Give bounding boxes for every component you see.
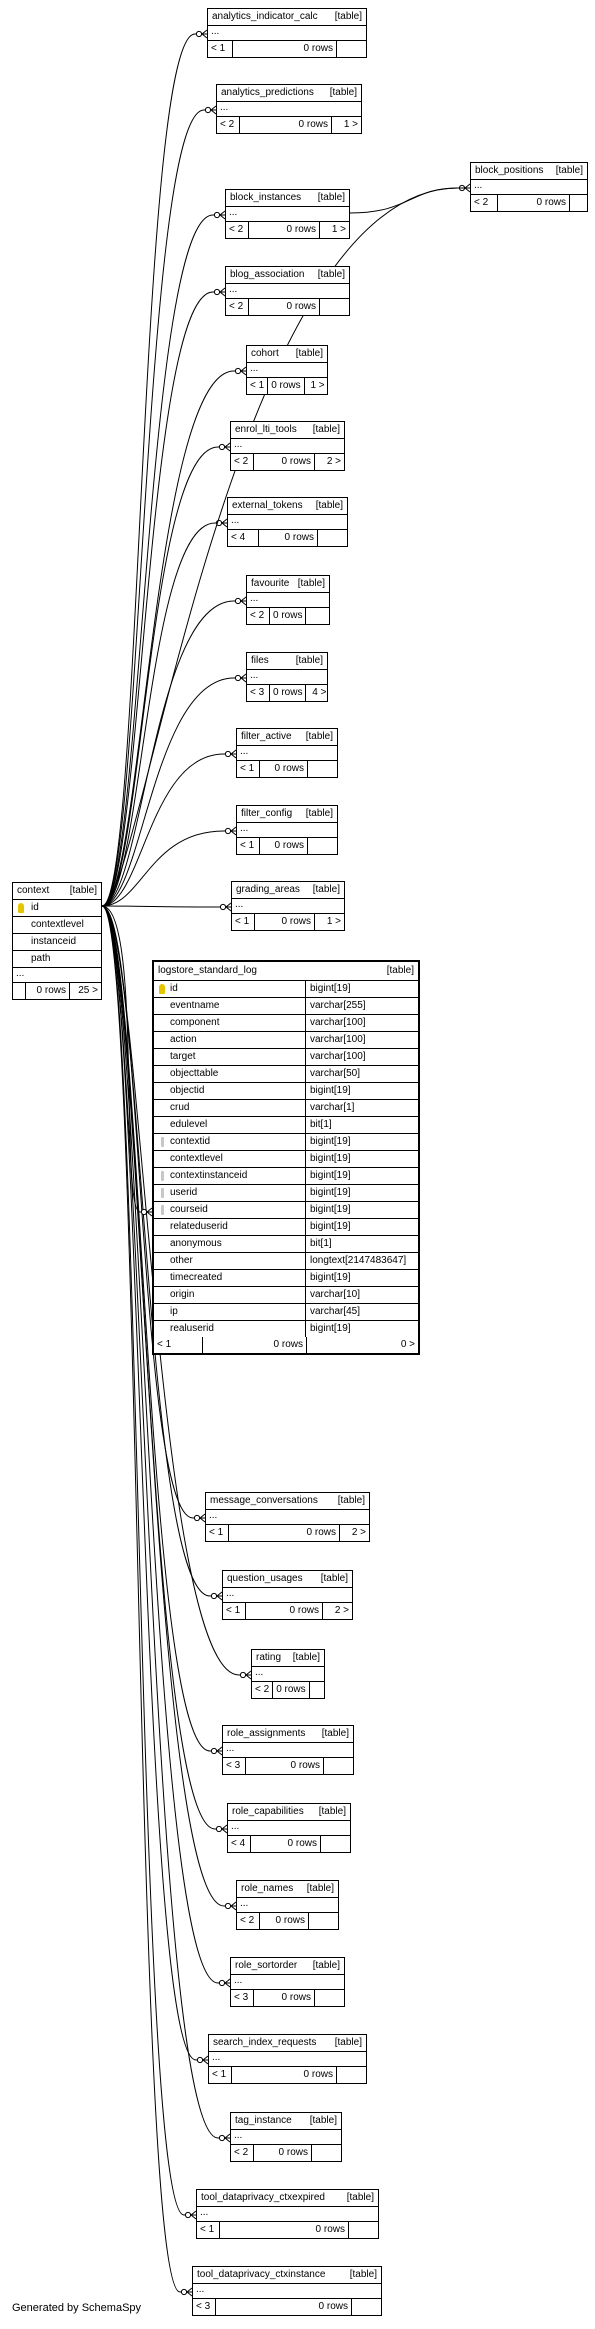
primary-key-icon <box>18 903 24 913</box>
child-count <box>308 1913 338 1929</box>
table-type: [table] <box>69 885 97 896</box>
table-name: role_capabilities <box>232 1806 304 1817</box>
row-count: 0 rows <box>259 761 307 777</box>
row-count: 0 rows <box>269 685 305 701</box>
more-columns-ellipsis: ... <box>226 284 349 299</box>
column-type: bigint[19] <box>310 1187 351 1198</box>
table-type: [table] <box>295 348 323 359</box>
table-type: [table] <box>321 1728 349 1739</box>
column-type: bigint[19] <box>310 1153 351 1164</box>
foreign-key-icon <box>161 1188 164 1198</box>
column-type: varchar[100] <box>310 1034 366 1045</box>
table-type: [table] <box>329 87 357 98</box>
parent-count: < 1 <box>250 380 265 391</box>
column-row <box>154 1236 418 1253</box>
more-columns-ellipsis: ... <box>252 1667 324 1682</box>
child-count <box>336 2067 366 2083</box>
optional-marker <box>216 1826 221 1831</box>
table-grading-areas[interactable] <box>231 881 345 931</box>
parent-count: < 3 <box>234 1992 249 2003</box>
column-row <box>154 998 418 1015</box>
table-type: [table] <box>315 500 343 511</box>
optional-marker <box>211 1593 216 1598</box>
column-type: varchar[100] <box>310 1051 366 1062</box>
column-type: bigint[19] <box>310 1323 351 1334</box>
table-search-index-requests[interactable] <box>208 2034 367 2084</box>
optional-marker <box>214 289 219 294</box>
edge-context-enrol-lti-tools <box>102 447 230 906</box>
more-columns-ellipsis: ... <box>231 2130 341 2145</box>
child-count <box>336 41 366 57</box>
table-name: role_sortorder <box>235 1960 298 1971</box>
table-role-assignments[interactable] <box>222 1725 354 1775</box>
child-count: 25 > <box>69 983 101 999</box>
column-name: edulevel <box>170 1119 208 1130</box>
more-columns-ellipsis: ... <box>247 363 327 378</box>
column-name: ip <box>170 1306 178 1317</box>
table-logstore-standard-log[interactable] <box>152 960 420 1355</box>
column-type: varchar[50] <box>310 1068 361 1079</box>
table-blog-association[interactable] <box>225 266 350 316</box>
parent-count: < 2 <box>255 1684 270 1695</box>
more-columns-ellipsis: ... <box>13 968 101 983</box>
parent-count: < 1 <box>157 1339 172 1350</box>
parent-count: < 1 <box>212 2069 227 2080</box>
parent-count: < 1 <box>209 1527 224 1538</box>
child-count: 1 > <box>304 378 327 394</box>
row-count: 0 rows <box>248 222 319 238</box>
table-name: favourite <box>251 578 290 589</box>
parent-count: < 1 <box>240 840 255 851</box>
more-columns-ellipsis: ... <box>226 207 349 222</box>
row-count: 0 rows <box>267 378 303 394</box>
table-name: enrol_lti_tools <box>235 424 297 435</box>
parent-count: < 2 <box>474 197 489 208</box>
column-row <box>154 1049 418 1066</box>
primary-key-icon <box>159 984 165 994</box>
row-count: 0 rows <box>259 1913 308 1929</box>
row-count: 0 rows <box>259 838 307 854</box>
optional-marker <box>194 1515 199 1520</box>
child-count <box>319 299 349 315</box>
more-columns-ellipsis: ... <box>247 670 327 685</box>
more-columns-ellipsis: ... <box>208 26 366 41</box>
parent-count: < 3 <box>196 2301 211 2312</box>
table-name: role_assignments <box>227 1728 306 1739</box>
table-tool-dataprivacy-ctxinstance[interactable] <box>192 2266 382 2316</box>
table-name: message_conversations <box>210 1495 318 1506</box>
table-type: [table] <box>312 424 340 435</box>
column-row <box>154 1219 418 1236</box>
table-role-sortorder[interactable] <box>230 1957 345 2007</box>
row-count: 0 rows <box>231 2067 336 2083</box>
row-count: 0 rows <box>215 2299 351 2315</box>
child-count <box>569 195 587 211</box>
column-type: varchar[255] <box>310 1000 366 1011</box>
column-type: bigint[19] <box>310 1272 351 1283</box>
table-type: [table] <box>312 884 340 895</box>
table-enrol-lti-tools[interactable] <box>230 421 345 471</box>
more-columns-ellipsis: ... <box>232 899 344 914</box>
column-type: bigint[19] <box>310 1170 351 1181</box>
column-name: courseid <box>170 1204 208 1215</box>
child-count <box>351 2299 381 2315</box>
optional-marker <box>185 2212 190 2217</box>
column-name: other <box>170 1255 193 1266</box>
child-count <box>309 1682 324 1698</box>
child-count: 1 > <box>319 222 349 238</box>
optional-marker <box>196 31 201 36</box>
child-count <box>317 530 347 546</box>
optional-marker <box>225 751 230 756</box>
table-type: [table] <box>555 165 583 176</box>
parent-count: < 2 <box>220 119 235 130</box>
table-type: [table] <box>318 1806 346 1817</box>
row-count: 0 rows <box>250 1836 320 1852</box>
row-count: 0 rows <box>272 1682 308 1698</box>
column-name: action <box>170 1034 197 1045</box>
column-name: target <box>170 1051 196 1062</box>
row-count: 0 rows <box>239 117 331 133</box>
table-favourite[interactable] <box>246 575 330 625</box>
table-external-tokens[interactable] <box>227 497 348 547</box>
more-columns-ellipsis: ... <box>223 1743 353 1758</box>
optional-marker <box>240 1672 245 1677</box>
table-tag-instance[interactable] <box>230 2112 342 2162</box>
row-count: 0 rows <box>245 1758 323 1774</box>
child-count: 0 > <box>306 1337 418 1353</box>
table-type: [table] <box>334 2037 362 2048</box>
more-columns-ellipsis: ... <box>237 746 337 761</box>
more-columns-ellipsis: ... <box>223 1588 352 1603</box>
table-type: [table] <box>305 731 333 742</box>
column-row <box>154 1168 418 1185</box>
child-count <box>305 608 329 624</box>
table-name: files <box>251 655 269 666</box>
parent-count: < 1 <box>235 916 250 927</box>
more-columns-ellipsis: ... <box>237 1898 338 1913</box>
table-rating[interactable] <box>251 1649 325 1699</box>
table-cohort[interactable] <box>246 345 328 395</box>
optional-marker <box>235 675 240 680</box>
column-name: relateduserid <box>170 1221 228 1232</box>
table-name: tool_dataprivacy_ctxexpired <box>201 2192 325 2203</box>
optional-marker <box>197 2057 202 2062</box>
table-type: [table] <box>349 2269 377 2280</box>
optional-marker <box>219 2135 224 2140</box>
edge-block-instances-block-positions <box>350 188 470 213</box>
column-type: bigint[19] <box>310 1136 351 1147</box>
optional-marker <box>211 1748 216 1753</box>
more-columns-ellipsis: ... <box>231 1975 344 1990</box>
table-message-conversations[interactable] <box>205 1492 370 1542</box>
column-row <box>154 1015 418 1032</box>
child-count <box>314 1990 344 2006</box>
table-name: blog_association <box>230 269 305 280</box>
parent-count: < 1 <box>240 763 255 774</box>
parent-count: < 4 <box>231 532 246 543</box>
table-name: grading_areas <box>236 884 300 895</box>
parent-count: < 1 <box>200 2224 215 2235</box>
row-count: 0 rows <box>497 195 569 211</box>
column-type: varchar[100] <box>310 1017 366 1028</box>
optional-marker <box>235 368 240 373</box>
more-columns-ellipsis: ... <box>217 102 361 117</box>
table-name: block_positions <box>475 165 544 176</box>
edge-context-analytics-predictions <box>102 110 216 906</box>
table-type: [table] <box>306 1883 334 1894</box>
child-count <box>348 2222 378 2238</box>
column-row <box>154 1151 418 1168</box>
table-type: [table] <box>317 192 345 203</box>
column-name: contextid <box>170 1136 211 1147</box>
parent-count: < 3 <box>226 1760 241 1771</box>
column-name: anonymous <box>170 1238 222 1249</box>
column-name: contextinstanceid <box>170 1170 248 1181</box>
table-type: [table] <box>312 1960 340 1971</box>
row-count: 0 rows <box>25 983 69 999</box>
table-type: [table] <box>320 1573 348 1584</box>
table-name: tool_dataprivacy_ctxinstance <box>197 2269 326 2280</box>
optional-marker <box>181 2289 186 2294</box>
more-columns-ellipsis: ... <box>193 2284 381 2299</box>
table-files[interactable] <box>246 652 328 702</box>
optional-marker <box>220 904 225 909</box>
row-count: 0 rows <box>258 530 317 546</box>
child-count <box>323 1758 353 1774</box>
table-analytics-predictions[interactable] <box>216 84 362 134</box>
child-count <box>311 2145 341 2161</box>
table-name: analytics_predictions <box>221 87 314 98</box>
optional-marker <box>219 1980 224 1985</box>
parent-count: < 3 <box>250 687 265 698</box>
column-type: varchar[1] <box>310 1102 355 1113</box>
column-row <box>154 1032 418 1049</box>
more-columns-ellipsis: ... <box>471 180 587 195</box>
table-analytics-indicator-calc[interactable] <box>207 8 367 58</box>
parent-count: < 2 <box>250 610 265 621</box>
column-name: crud <box>170 1102 190 1113</box>
child-count <box>307 838 337 854</box>
table-type: [table] <box>346 2192 374 2203</box>
column-name: id <box>170 983 178 994</box>
table-type: [table] <box>337 1495 365 1506</box>
optional-marker <box>141 1209 146 1214</box>
table-name: role_names <box>241 1883 294 1894</box>
table-name: cohort <box>251 348 279 359</box>
child-count: 1 > <box>331 117 361 133</box>
column-name: contextlevel <box>170 1153 223 1164</box>
parent-count: < 4 <box>231 1838 246 1849</box>
row-count: 0 rows <box>269 608 305 624</box>
column-name: eventname <box>170 1000 220 1011</box>
column-type: bigint[19] <box>310 983 351 994</box>
parent-count: < 2 <box>234 456 249 467</box>
column-row <box>154 1202 418 1219</box>
table-context[interactable] <box>12 882 102 1000</box>
row-count: 0 rows <box>219 2222 348 2238</box>
child-count: 2 > <box>339 1525 369 1541</box>
column-name: instanceid <box>31 936 77 947</box>
column-row <box>154 1185 418 1202</box>
table-name: logstore_standard_log <box>158 965 257 976</box>
table-name: block_instances <box>230 192 302 203</box>
column-row <box>154 1270 418 1287</box>
table-name: context <box>17 885 50 896</box>
table-filter-config[interactable] <box>236 805 338 855</box>
column-name: id <box>31 902 39 913</box>
column-type: varchar[45] <box>310 1306 361 1317</box>
column-name: realuserid <box>170 1323 214 1334</box>
table-type: [table] <box>317 269 345 280</box>
column-type: bigint[19] <box>310 1221 351 1232</box>
optional-marker <box>214 212 219 217</box>
foreign-key-icon <box>161 1137 164 1147</box>
column-name: objecttable <box>170 1068 219 1079</box>
table-block-instances[interactable] <box>225 189 350 239</box>
parent-count <box>13 983 25 999</box>
column-row <box>154 1117 418 1134</box>
row-count: 0 rows <box>232 41 336 57</box>
row-count: 0 rows <box>254 914 314 930</box>
column-row <box>154 981 418 998</box>
column-name: origin <box>170 1289 195 1300</box>
table-name: rating <box>256 1652 282 1663</box>
row-count: 0 rows <box>245 1603 322 1619</box>
child-count <box>307 761 337 777</box>
optional-marker <box>235 598 240 603</box>
table-type: [table] <box>297 578 325 589</box>
column-name: contextlevel <box>31 919 84 930</box>
column-row <box>154 1253 418 1270</box>
edge-context-grading-areas <box>102 906 231 907</box>
more-columns-ellipsis: ... <box>209 2052 366 2067</box>
row-count: 0 rows <box>248 299 319 315</box>
more-columns-ellipsis: ... <box>228 1821 350 1836</box>
column-type: bigint[19] <box>310 1085 351 1096</box>
table-type: [table] <box>305 808 333 819</box>
edge-context-filter-active <box>102 754 236 906</box>
table-name: filter_active <box>241 731 292 742</box>
table-type: [table] <box>334 11 362 22</box>
table-name: filter_config <box>241 808 293 819</box>
row-count: 0 rows <box>253 2145 311 2161</box>
column-name: component <box>170 1017 220 1028</box>
row-count: 0 rows <box>253 454 314 470</box>
column-row <box>154 1287 418 1304</box>
child-count <box>320 1836 350 1852</box>
table-block-positions[interactable] <box>470 162 588 212</box>
table-type: [table] <box>386 965 414 976</box>
parent-count: < 2 <box>229 301 244 312</box>
column-row <box>154 1321 418 1337</box>
more-columns-ellipsis: ... <box>197 2207 378 2222</box>
foreign-key-icon <box>161 1205 164 1215</box>
table-role-names[interactable] <box>236 1880 339 1930</box>
column-type: longtext[2147483647] <box>310 1255 407 1266</box>
table-name: search_index_requests <box>213 2037 317 2048</box>
parent-count: < 1 <box>211 43 226 54</box>
optional-marker <box>219 444 224 449</box>
column-row <box>154 1066 418 1083</box>
more-columns-ellipsis: ... <box>237 823 337 838</box>
child-count: 4 > <box>305 685 327 701</box>
table-tool-dataprivacy-ctxexpired[interactable] <box>196 2189 379 2239</box>
parent-count: < 2 <box>229 224 244 235</box>
column-name: objectid <box>170 1085 205 1096</box>
more-columns-ellipsis: ... <box>206 1510 369 1525</box>
column-row <box>154 1134 418 1151</box>
child-count: 2 > <box>322 1603 352 1619</box>
optional-marker <box>225 828 230 833</box>
column-name: userid <box>170 1187 198 1198</box>
column-type: bit[1] <box>310 1119 332 1130</box>
table-name: tag_instance <box>235 2115 292 2126</box>
more-columns-ellipsis: ... <box>228 515 347 530</box>
column-type: bit[1] <box>310 1238 332 1249</box>
table-type: [table] <box>295 655 323 666</box>
column-type: bigint[19] <box>310 1204 351 1215</box>
edge-context-blog-association <box>102 292 225 906</box>
more-columns-ellipsis: ... <box>247 593 329 608</box>
optional-marker <box>225 1903 230 1908</box>
row-count: 0 rows <box>202 1337 306 1353</box>
table-type: [table] <box>292 1652 320 1663</box>
row-count: 0 rows <box>228 1525 339 1541</box>
column-name: path <box>31 953 51 964</box>
column-row <box>154 1304 418 1321</box>
table-name: external_tokens <box>232 500 303 511</box>
more-columns-ellipsis: ... <box>231 439 344 454</box>
child-count: 2 > <box>314 454 344 470</box>
foreign-key-icon <box>161 1171 164 1181</box>
table-type: [table] <box>309 2115 337 2126</box>
column-row <box>154 1100 418 1117</box>
table-role-capabilities[interactable] <box>227 1803 351 1853</box>
table-filter-active[interactable] <box>236 728 338 778</box>
table-name: analytics_indicator_calc <box>212 11 318 22</box>
column-name: timecreated <box>170 1272 223 1283</box>
table-question-usages[interactable] <box>222 1570 353 1620</box>
column-row <box>154 1083 418 1100</box>
parent-count: < 1 <box>226 1605 241 1616</box>
parent-count: < 2 <box>240 1915 255 1926</box>
optional-marker <box>205 107 210 112</box>
parent-count: < 2 <box>234 2147 249 2158</box>
child-count: 1 > <box>314 914 344 930</box>
column-type: varchar[10] <box>310 1289 361 1300</box>
table-name: question_usages <box>227 1573 303 1584</box>
generated-by-caption: Generated by SchemaSpy <box>12 2302 142 2314</box>
row-count: 0 rows <box>253 1990 314 2006</box>
